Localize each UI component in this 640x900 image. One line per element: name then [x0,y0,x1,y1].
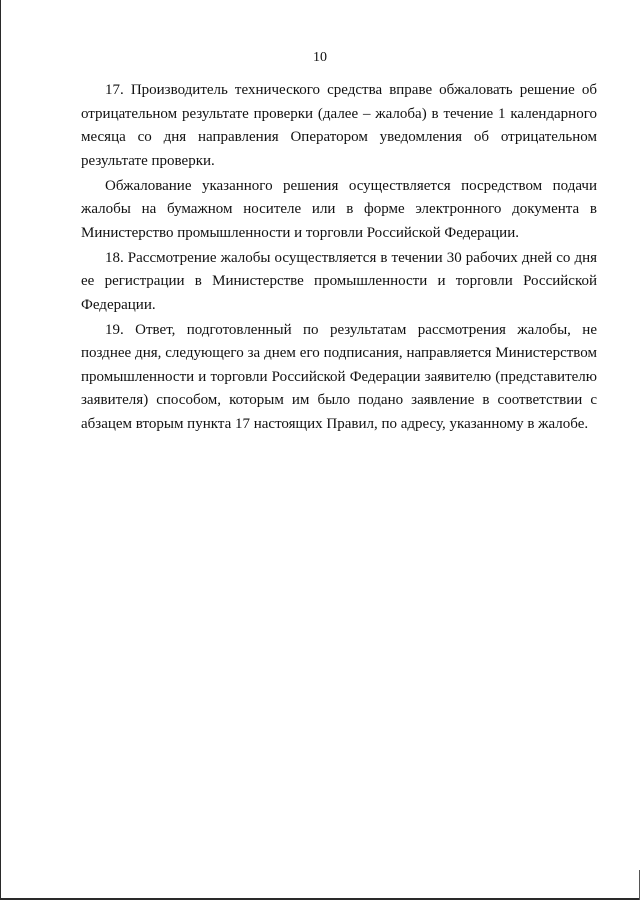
scan-edge-left [0,0,1,900]
paragraph-17-appeal: Обжалование указанного решения осуществляется посредством подачи жалобы на бумажном носителе или в форме электронного документа в Министерство промышленности и торговли Российской Федерации. [81,177,597,241]
paragraph-17: 17. Производитель технического средства вправе обжаловать решение об отрицательном результате проверки (далее – жалоба) в течение 1 календарного месяца со дня направления Оператором уведомления об отрицательном результате проверки. [81,82,597,169]
paragraph-19: 19. Ответ, подготовленный по результатам рассмотрения жалобы, не позднее дня, следующего за днем его подписания, направляется Министерством промышленности и торговли Российской Федерации заявителю (представителю заявителя) способом, которым им было подано заявление в соответствии с абзацем вторым пункта 17 настоящих Правил, по адресу, указанному в жалобе. [81,321,597,432]
paragraph-18: 18. Рассмотрение жалобы осуществляется в течении 30 рабочих дней со дня ее регистрации в Министерстве промышленности и торговли Российской Федерации. [81,249,597,313]
page-number: 10 [313,50,327,65]
document-body [81,79,597,436]
